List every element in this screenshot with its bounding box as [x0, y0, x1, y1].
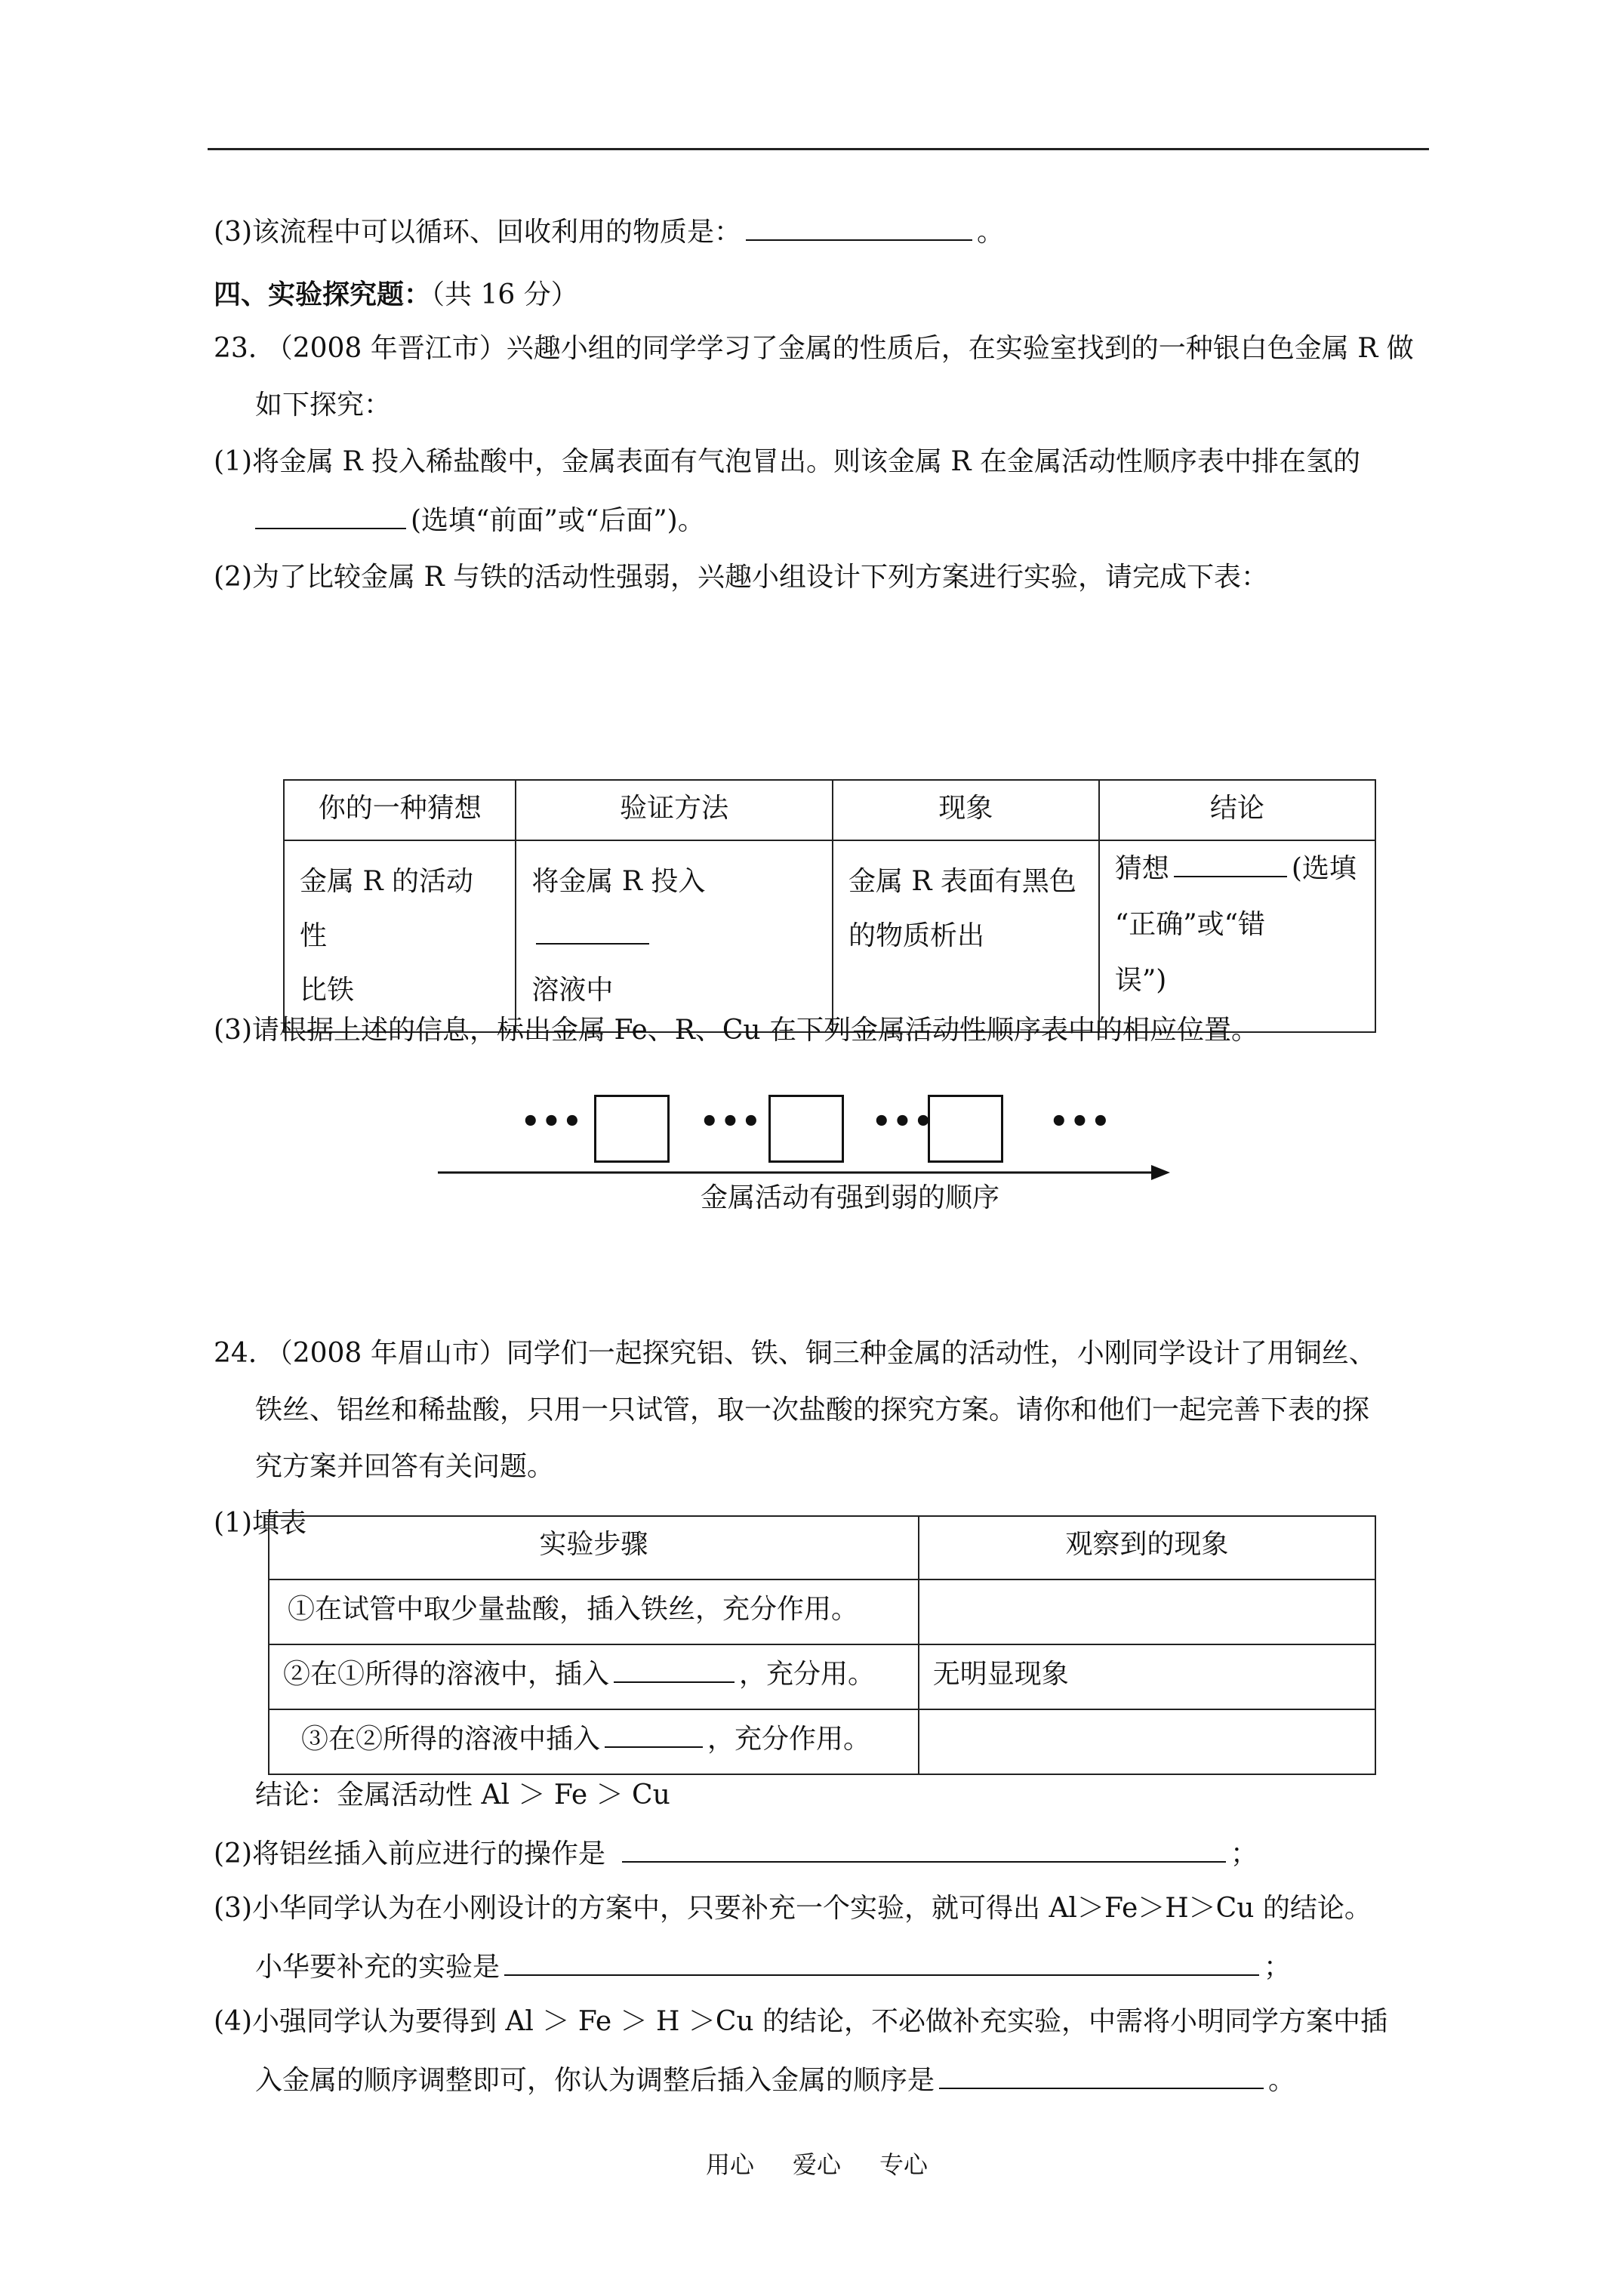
section-heading: 四、实验探究题：（共 16 分）: [214, 279, 578, 310]
answer-blank[interactable]: [605, 1721, 703, 1748]
answer-box-3[interactable]: [928, 1095, 1003, 1163]
q24-table: [268, 1515, 1376, 1775]
q23-stem-line1: 23. （2008 年晋江市）兴趣小组的同学学习了金属的性质后，在实验室找到的一种银白色金属 R 做: [214, 333, 1414, 364]
table-cell: 无明显现象: [919, 1644, 1375, 1709]
observation-cell[interactable]: [919, 1709, 1375, 1774]
answer-blank[interactable]: [939, 2062, 1264, 2089]
answer-box-2[interactable]: [768, 1095, 844, 1163]
q24-part1: (1)填表: [214, 1508, 306, 1539]
table-cell: 金属 R 表面有黑色 的物质析出: [833, 840, 1099, 1032]
table-cell: 金属 R 的活动性 比铁: [284, 840, 516, 1032]
table-header: 结论: [1099, 780, 1375, 840]
q24-part2: (2)将铝丝插入前应进行的操作是 ；: [214, 1835, 1258, 1871]
table-header: 现象: [833, 780, 1099, 840]
answer-blank[interactable]: [622, 1835, 1226, 1863]
table-cell: 猜想 (选填 “正确”或“错 误”): [1099, 840, 1375, 1032]
answer-blank[interactable]: [746, 214, 972, 241]
footer-item: 爱心: [793, 2150, 842, 2179]
ellipsis-dots: •••: [872, 1104, 935, 1139]
observation-cell[interactable]: [919, 1579, 1375, 1644]
q22-part3: (3)该流程中可以循环、回收利用的物质是： 。: [214, 214, 1004, 249]
table-header: 实验步骤: [269, 1516, 919, 1579]
table-cell: ③在②所得的溶液中插入 ，充分作用。: [269, 1709, 919, 1774]
ellipsis-dots: •••: [1049, 1104, 1112, 1139]
answer-box-1[interactable]: [594, 1095, 670, 1163]
q23-table: [283, 779, 1376, 1033]
ellipsis-dots: •••: [521, 1104, 584, 1139]
q24-part3-line2: 小华要补充的实验是 ；: [255, 1949, 1291, 1984]
answer-blank[interactable]: [504, 1949, 1259, 1976]
q23-stem-line2: 如下探究：: [255, 390, 392, 421]
table-cell: 将金属 R 投入 溶液中: [516, 840, 833, 1032]
table-header: 观察到的现象: [919, 1516, 1375, 1579]
q24-stem-line1: 24. （2008 年眉山市）同学们一起探究铝、铁、铜三种金属的活动性，小刚同学设计了用铜丝、: [214, 1338, 1376, 1369]
table-header: 验证方法: [516, 780, 833, 840]
q23-part3: (3)请根据上述的信息，标出金属 Fe、R、Cu 在下列金属活动性顺序表中的相应位置。: [214, 1015, 1259, 1046]
q24-part4-line2: 入金属的顺序调整即可，你认为调整后插入金属的顺序是 。: [255, 2062, 1295, 2097]
q24-conclusion: 结论：金属活动性 Al ＞ Fe ＞ Cu: [255, 1780, 670, 1811]
table-cell: ②在①所得的溶液中，插入 ，充分用。: [269, 1644, 919, 1709]
arrow-label: 金属活动有强到弱的顺序: [701, 1182, 1000, 1213]
q24-stem-line3: 究方案并回答有关问题。: [255, 1451, 555, 1482]
q23-part2: (2)为了比较金属 R 与铁的活动性强弱，兴趣小组设计下列方案进行实验，请完成下表：: [214, 562, 1268, 593]
table-header: 你的一种猜想: [284, 780, 516, 840]
footer-item: 用心: [706, 2150, 755, 2179]
table-cell: ①在试管中取少量盐酸，插入铁丝，充分作用。: [269, 1579, 919, 1644]
answer-blank[interactable]: [1174, 850, 1287, 877]
ellipsis-dots: •••: [700, 1104, 762, 1139]
q24-part4-line1: (4)小强同学认为要得到 Al ＞ Fe ＞ H ＞Cu 的结论，不必做补充实验，中需将小明同学方案中插: [214, 2006, 1388, 2037]
answer-blank[interactable]: [536, 917, 649, 945]
header-rule: [208, 148, 1429, 150]
q24-part3-line1: (3)小华同学认为在小刚设计的方案中，只要补充一个实验，就可得出 Al＞Fe＞H＞Cu 的结论。: [214, 1893, 1372, 1924]
q23-part1-line1: (1)将金属 R 投入稀盐酸中，金属表面有气泡冒出。则该金属 R 在金属活动性顺序表中排在氢的: [214, 446, 1360, 477]
arrow-line: [438, 1161, 1170, 1184]
q23-part1-line2: (选填“前面”或“后面”)。: [255, 502, 705, 538]
answer-blank[interactable]: [614, 1656, 735, 1683]
q24-stem-line2: 铁丝、铝丝和稀盐酸，只用一只试管，取一次盐酸的探究方案。请你和他们一起完善下表的探: [255, 1395, 1370, 1425]
answer-blank[interactable]: [255, 502, 406, 529]
footer-item: 专心: [879, 2150, 929, 2179]
